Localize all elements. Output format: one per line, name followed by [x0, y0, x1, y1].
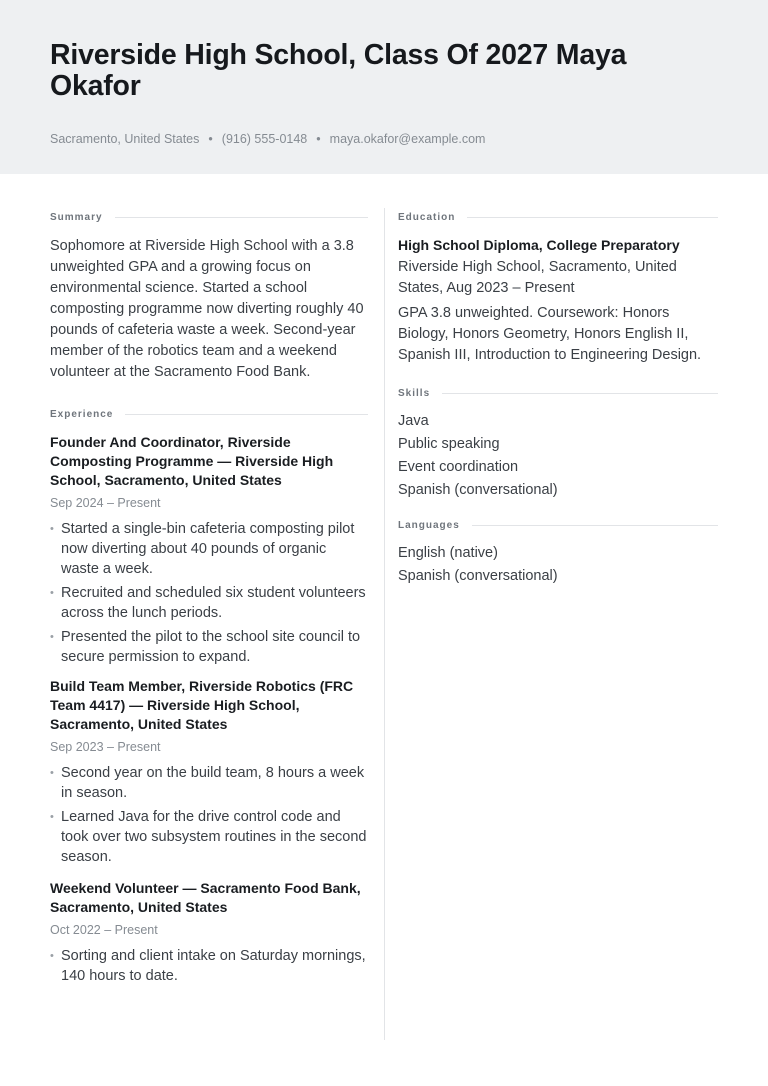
job-dates: Sep 2023 – Present: [50, 740, 161, 754]
bullet-text: Presented the pilot to the school site council to secure permission to expand.: [61, 629, 361, 665]
bullet-text: Sorting and client intake on Saturday mornings, 140 hours to date.: [61, 948, 366, 984]
skill-item: Event coordination: [398, 459, 519, 475]
bullet-text: Recruited and scheduled six student volunteers across the lunch periods.: [61, 585, 366, 621]
languages-list: [398, 542, 718, 588]
skill-item: Public speaking: [398, 436, 500, 452]
school-info: Riverside High School, Sacramento, United States, Aug 2023 – Present: [398, 259, 677, 296]
experience-item: [50, 433, 368, 667]
bullet-text: Started a single-bin cafeteria composting pilot now diverting about 40 pounds of organic waste a week.: [61, 521, 355, 577]
degree-title: High School Diploma, College Preparatory: [398, 237, 680, 253]
language-item: Spanish (conversational): [398, 568, 558, 584]
right-column: [398, 210, 718, 588]
skills-heading: [398, 386, 718, 400]
bullet-item: [50, 583, 368, 623]
separator-dot: •: [208, 132, 213, 146]
bullet-item: [50, 946, 368, 986]
section-label: Languages: [398, 519, 460, 531]
bullet-item: [50, 807, 368, 867]
section-rule: [467, 217, 718, 218]
column-divider: [384, 208, 385, 1040]
education-heading: [398, 210, 718, 224]
education-details: GPA 3.8 unweighted. Coursework: Honors Biology, Honors Geometry, Honors English II, Spanish III, Introduction to Engineering Design.: [398, 305, 702, 363]
bullet-marker: •: [50, 631, 54, 643]
bullet-text: Second year on the build team, 8 hours a week in season.: [61, 765, 365, 801]
job-title: Founder And Coordinator, Riverside Composting Programme — Riverside High School, Sacramento, United States: [50, 434, 334, 488]
job-dates: Oct 2022 – Present: [50, 923, 158, 937]
resume-header: [0, 0, 768, 174]
section-rule: [442, 393, 718, 394]
summary-heading: [50, 210, 368, 224]
job-bullets: [50, 946, 368, 986]
section-rule: [115, 217, 368, 218]
skill-item: Spanish (conversational): [398, 482, 558, 498]
section-rule: [472, 525, 718, 526]
section-label: Experience: [50, 408, 114, 420]
bullet-marker: •: [50, 523, 54, 535]
candidate-name: Riverside High School, Class Of 2027 Maya Okafor: [50, 39, 627, 102]
language-item: English (native): [398, 545, 498, 561]
skill-item: Java: [398, 413, 429, 429]
bullet-item: [50, 519, 368, 579]
contact-line: [50, 132, 718, 146]
experience-heading: [50, 407, 368, 421]
bullet-marker: •: [50, 587, 54, 599]
experience-item: [50, 879, 368, 986]
phone-text: (916) 555-0148: [221, 132, 308, 146]
job-title: Build Team Member, Riverside Robotics (FRC Team 4417) — Riverside High School, Sacramento, United States: [50, 678, 354, 732]
bullet-marker: •: [50, 950, 54, 962]
section-rule: [125, 414, 368, 415]
left-column: [50, 210, 368, 990]
location-text: Sacramento, United States: [50, 132, 200, 146]
bullet-item: [50, 627, 368, 667]
separator-dot: •: [316, 132, 321, 146]
job-title: Weekend Volunteer — Sacramento Food Bank, Sacramento, United States: [50, 880, 361, 915]
languages-heading: [398, 518, 718, 532]
section-label: Skills: [398, 387, 431, 399]
email-link[interactable]: maya.okafor@example.com: [329, 132, 486, 146]
job-dates: Sep 2024 – Present: [50, 496, 161, 510]
skills-list: [398, 410, 718, 502]
bullet-marker: •: [50, 767, 54, 779]
section-label: Summary: [50, 211, 103, 223]
bullet-item: [50, 763, 368, 803]
bullet-marker: •: [50, 811, 54, 823]
bullet-text: Learned Java for the drive control code and took over two subsystem routines in the second season.: [61, 809, 367, 865]
job-bullets: [50, 763, 368, 867]
experience-item: [50, 677, 368, 867]
summary-text: Sophomore at Riverside High School with a 3.8 unweighted GPA and a growing focus on environmental science. Started a school composting programme now diverting roughly 40 pounds of cafeteria waste a week. Second-year member of the robotics team and a weekend volunteer at the Sacramento Food Bank.: [50, 238, 364, 380]
section-label: Education: [398, 211, 456, 223]
job-bullets: [50, 519, 368, 667]
